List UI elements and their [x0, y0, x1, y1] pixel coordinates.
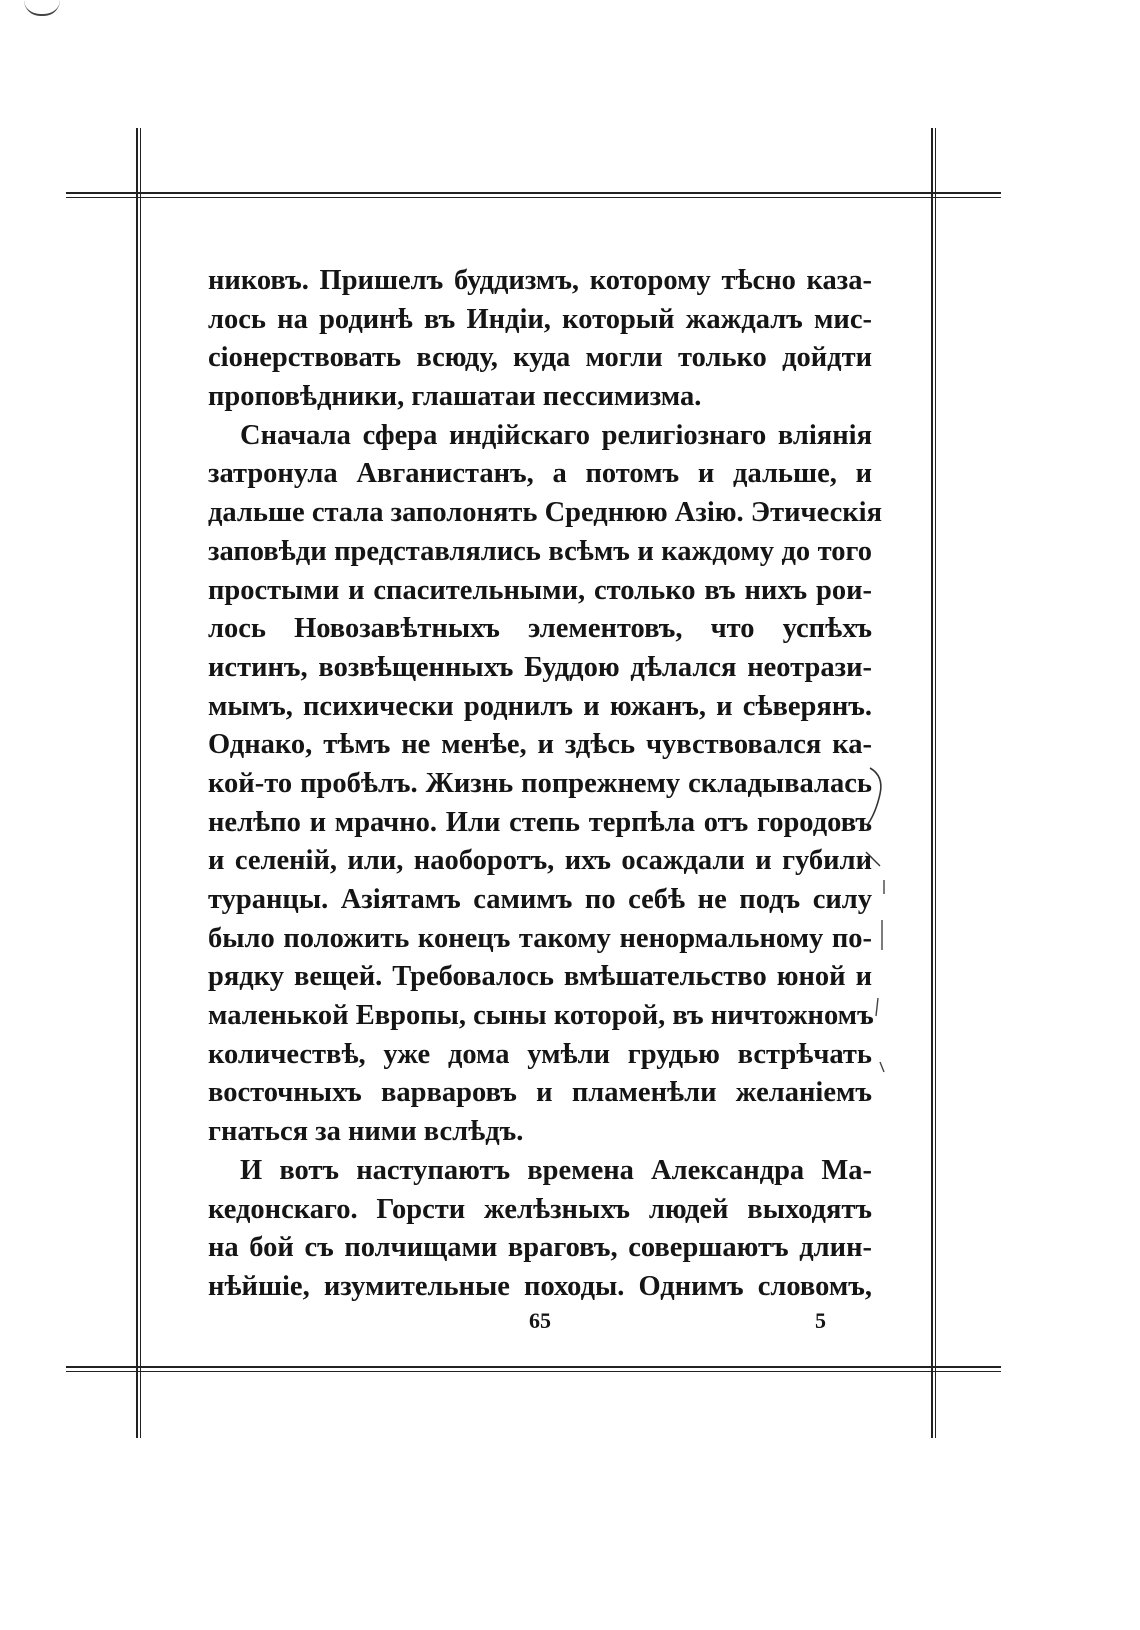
text-line: затронула Авганистанъ, а потомъ и дальше, и [208, 458, 872, 490]
text-line: простыми и спасительными, столько въ нихъ рои- [208, 574, 872, 606]
text-line: туранцы. Азіятамъ самимъ по себѣ не подъ силу [208, 884, 872, 915]
signature-mark: 5 [815, 1308, 826, 1333]
corner-scan-mark [24, 0, 60, 16]
left-frame-line [136, 128, 138, 1438]
text-line: количествѣ, уже дома умѣли грудью встрѣчать [208, 1038, 872, 1070]
text-line: проповѣдники, глашатаи пессимизма. [208, 381, 702, 413]
text-line: восточныхъ варваровъ и пламенѣли желаніемъ [208, 1077, 872, 1109]
text-line: рядку вещей. Требовалось вмѣшательство юной и [208, 961, 872, 993]
text-line: было положить конецъ такому ненормальному по- [208, 922, 872, 954]
text-line: кедонскаго. Горсти желѣзныхъ людей выходятъ [208, 1193, 872, 1225]
paragraph-start-line: Сначала сфера индійскаго религіознаго вліянія [240, 419, 872, 451]
text-line: нѣйшіе, изумительные походы. Однимъ словомъ, [208, 1270, 872, 1302]
top-frame-line [66, 192, 1001, 194]
text-line: заповѣди представлялись всѣмъ и каждому до того [208, 535, 872, 567]
text-line: истинъ, возвѣщенныхъ Буддою дѣлался неотрази- [208, 651, 872, 683]
text-line: лось Новозавѣтныхъ элементовъ, что успѣхъ [208, 613, 872, 645]
bottom-frame-line-inner [66, 1371, 1001, 1372]
bottom-frame-line [66, 1366, 1001, 1368]
right-frame-line-inner [935, 128, 936, 1438]
text-line: нелѣпо и мрачно. Или степь терпѣла отъ городовъ [208, 806, 872, 838]
paragraph-start-line: И вотъ наступаютъ времена Александра Ма- [240, 1154, 872, 1186]
page-number: 65 [529, 1308, 551, 1333]
left-frame-line-inner [140, 128, 141, 1438]
text-line: кой-то пробѣлъ. Жизнь попрежнему складывалась [208, 767, 872, 799]
text-line: дальше стала заполонять Среднюю Азію. Этическія [208, 497, 883, 529]
text-line: мымъ, психически роднилъ и южанъ, и сѣверянъ. [208, 690, 872, 722]
text-line: гнаться за ними вслѣдъ. [208, 1116, 524, 1148]
top-frame-line-inner [66, 197, 1001, 198]
body-text [208, 262, 883, 1307]
margin-bracket-mark [864, 760, 904, 1100]
text-line: сіонерствовать всюду, куда могли только дойдти [208, 342, 872, 374]
right-frame-line [931, 128, 933, 1438]
text-line: и селеній, или, наоборотъ, ихъ осаждали и губили [208, 845, 872, 877]
text-line: никовъ. Пришелъ буддизмъ, которому тѣсно каза- [208, 265, 872, 296]
text-line: лось на родинѣ въ Индіи, который жаждалъ мис- [208, 303, 872, 335]
text-line: маленькой Европы, сыны которой, въ ничтожномъ [208, 1000, 874, 1032]
text-line: на бой съ полчищами враговъ, совершаютъ длин- [208, 1232, 872, 1264]
text-line: Однако, тѣмъ не менѣе, и здѣсь чувствовался ка- [208, 729, 872, 761]
